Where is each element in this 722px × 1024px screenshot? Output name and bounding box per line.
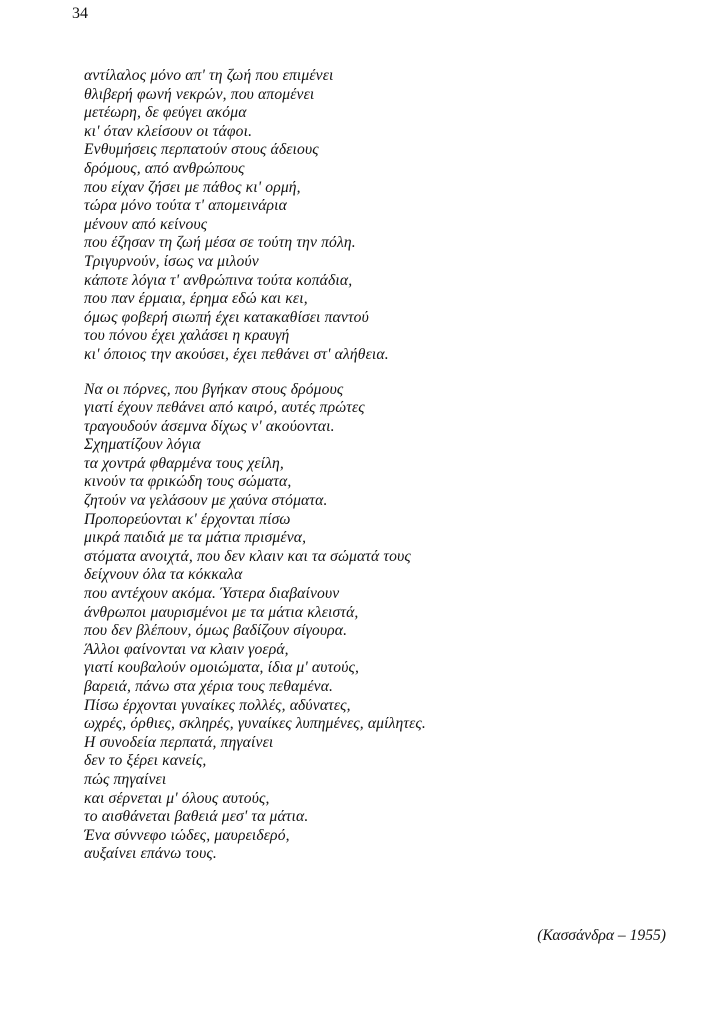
stanza-1 [84, 67, 704, 365]
poem-signature: (Κασσάνδρα – 1955) [537, 927, 666, 944]
poem-line: όμως φοβερή σιωπή έχει κατακαθίσει παντού [84, 308, 369, 326]
poem-line: μετέωρη, δε φεύγει ακόμα [84, 104, 247, 122]
poem-line: βαρειά, πάνω στα χέρια τους πεθαμένα. [84, 678, 334, 695]
poem-line: μικρά παιδιά με τα μάτια πρισμένα, [84, 529, 307, 547]
poem-line: Να οι πόρνες, που βγήκαν στους δρόμους [84, 380, 344, 398]
poem-line: τραγουδούν άσεμνα δίχως ν' ακούονται. [84, 417, 335, 435]
poem-line: κάποτε λόγια τ' ανθρώπινα τούτα κοπάδια, [84, 271, 353, 289]
poem-line: και σέρνεται μ' όλους αυτούς, [84, 789, 270, 807]
poem-line: Τριγυρνούν, ίσως να μιλούν [84, 252, 259, 270]
poem-line: του πόνου έχει χαλάσει η κραυγή [84, 327, 290, 345]
poem-line: γιατί έχουν πεθάνει από καιρό, αυτές πρώτες [84, 399, 365, 417]
poem-line: τα χοντρά φθαρμένα τους χείλη, [84, 454, 284, 472]
poem-line: Σχηματίζουν λόγια [84, 436, 201, 454]
page-number: 34 [72, 5, 88, 22]
poem-line: Η συνοδεία περπατά, πηγαίνει [84, 733, 274, 751]
poem-line: που δεν βλέπουν, όμως βαδίζουν σίγουρα. [84, 622, 348, 640]
stanza-2 [84, 381, 704, 864]
poem-line: θλιβερή φωνή νεκρών, που απομένει [84, 85, 315, 103]
poem-line: ωχρές, όρθιες, σκληρές, γυναίκες λυπημένες, αμίλητες. [84, 715, 426, 733]
poem-line: που παν έρμαια, έρημα εδώ και κει, [84, 290, 308, 308]
poem-line: Άλλοι φαίνονται να κλαιν γοερά, [84, 640, 289, 658]
poem-line: ζητούν να γελάσουν με χαύνα στόματα. [84, 492, 328, 510]
poem-line: στόματα ανοιχτά, που δεν κλαιν και τα σώματά τους [84, 547, 411, 565]
poem-line: μένουν από κείνους [84, 215, 208, 233]
poem-line: δεν το ξέρει κανείς, [84, 752, 207, 770]
poem-line: το αισθάνεται βαθειά μεσ' τα μάτια. [84, 808, 309, 826]
poem-line: Προπορεύονται κ' έρχονται πίσω [84, 510, 291, 528]
poem-line: Ένα σύννεφο ιώδες, μαυρειδερό, [84, 826, 290, 844]
poem-body [84, 67, 704, 864]
poem-line: τώρα μόνο τούτα τ' απομεινάρια [84, 197, 287, 215]
poem-line: άνθρωποι μαυρισμένοι με τα μάτια κλειστά, [84, 603, 359, 621]
poem-line: αυξαίνει επάνω τους. [84, 845, 217, 863]
poem-line: πώς πηγαίνει [84, 770, 167, 788]
poem-line: Πίσω έρχονται γυναίκες πολλές, αδύνατες, [84, 696, 351, 714]
poem-line: κι' όποιος την ακούσει, έχει πεθάνει στ' αλήθεια. [84, 345, 389, 363]
poem-line: που είχαν ζήσει με πάθος κι' ορμή, [84, 178, 301, 196]
poem-line: κι' όταν κλείσουν οι τάφοι. [84, 122, 253, 140]
poem-line: κινούν τα φρικώδη τους σώματα, [84, 473, 292, 491]
poem-line: Ενθυμήσεις περπατούν στους άδειους [84, 141, 319, 159]
poem-line: που έζησαν τη ζωή μέσα σε τούτη την πόλη. [84, 234, 356, 252]
poem-line: δείχνουν όλα τα κόκκαλα [84, 566, 243, 584]
poem-line: που αντέχουν ακόμα. Ύστερα διαβαίνουν [84, 585, 340, 603]
poem-line: αντίλαλος μόνο απ' τη ζωή που επιμένει [84, 67, 334, 84]
poem-line: δρόμους, από ανθρώπους [84, 159, 245, 177]
poem-line: γιατί κουβαλούν ομοιώματα, ίδια μ' αυτούς, [84, 659, 360, 677]
